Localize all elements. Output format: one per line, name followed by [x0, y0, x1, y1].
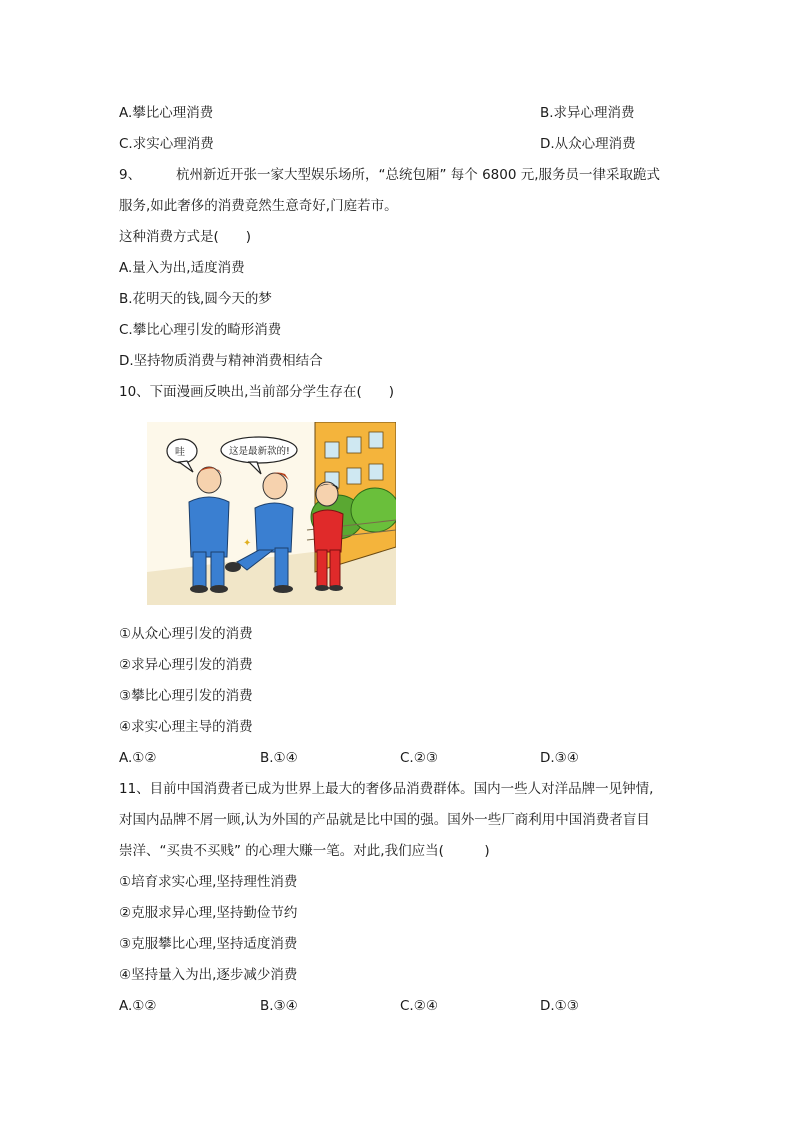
comic-bubble-right-text: 这是最新款的!	[229, 446, 290, 457]
q9-option-d: D.坚持物质消费与精神消费相结合	[119, 353, 323, 369]
q11-statement-1: ①培育求实心理,坚持理性消费	[119, 874, 298, 890]
q11-statement-4: ④坚持量入为出,逐步减少消费	[119, 967, 298, 983]
q9-option-c: C.攀比心理引发的畸形消费	[119, 322, 282, 338]
q10-statement-2: ②求异心理引发的消费	[119, 657, 253, 673]
q9-option-a: A.量入为出,适度消费	[119, 260, 245, 276]
q10-option-d: D.③④	[540, 750, 579, 766]
q11-option-a: A.①②	[119, 998, 157, 1014]
q11-option-d: D.①③	[540, 998, 579, 1014]
q9-prompt: 这种消费方式是( )	[119, 229, 252, 245]
q11-statement-3: ③克服攀比心理,坚持适度消费	[119, 936, 298, 952]
q10-option-b: B.①④	[260, 750, 298, 766]
q9-stem-line2: 服务,如此奢侈的消费竟然生意奇好,门庭若市。	[119, 198, 398, 214]
q11-option-b: B.③④	[260, 998, 298, 1014]
svg-text:✦: ✦	[243, 538, 252, 549]
q8-option-d: D.从众心理消费	[540, 136, 636, 152]
q10-stem: 10、下面漫画反映出,当前部分学生存在( )	[119, 384, 395, 400]
comic-bubble-left-text: 哇	[175, 447, 185, 458]
q8-option-c: C.求实心理消费	[119, 136, 214, 152]
q11-stem-line2: 对国内品牌不屑一顾,认为外国的产品就是比中国的强。国外一些厂商利用中国消费者盲目	[119, 812, 650, 828]
q10-statement-3: ③攀比心理引发的消费	[119, 688, 253, 704]
q11-option-c: C.②④	[400, 998, 438, 1014]
q9-number: 9、	[119, 167, 142, 183]
q10-option-c: C.②③	[400, 750, 438, 766]
q9-option-b: B.花明天的钱,圆今天的梦	[119, 291, 272, 307]
q10-statement-1: ①从众心理引发的消费	[119, 626, 253, 642]
q11-stem-line1: 11、目前中国消费者已成为世界上最大的奢侈品消费群体。国内一些人对洋品牌一见钟情,	[119, 781, 654, 797]
q8-option-a: A.攀比心理消费	[119, 105, 214, 121]
q10-option-a: A.①②	[119, 750, 157, 766]
q10-statement-4: ④求实心理主导的消费	[119, 719, 253, 735]
q8-option-b: B.求异心理消费	[540, 105, 635, 121]
q9-stem-line1: 杭州新近开张一家大型娱乐场所，“总统包厢” 每个 6800 元,服务员一律采取跪式	[176, 167, 661, 183]
q10-comic-image	[147, 422, 396, 605]
q11-statement-2: ②克服求异心理,坚持勤俭节约	[119, 905, 298, 921]
q11-stem-line3: 崇洋、“买贵不买贱” 的心理大赚一笔。对此,我们应当( )	[119, 843, 490, 859]
